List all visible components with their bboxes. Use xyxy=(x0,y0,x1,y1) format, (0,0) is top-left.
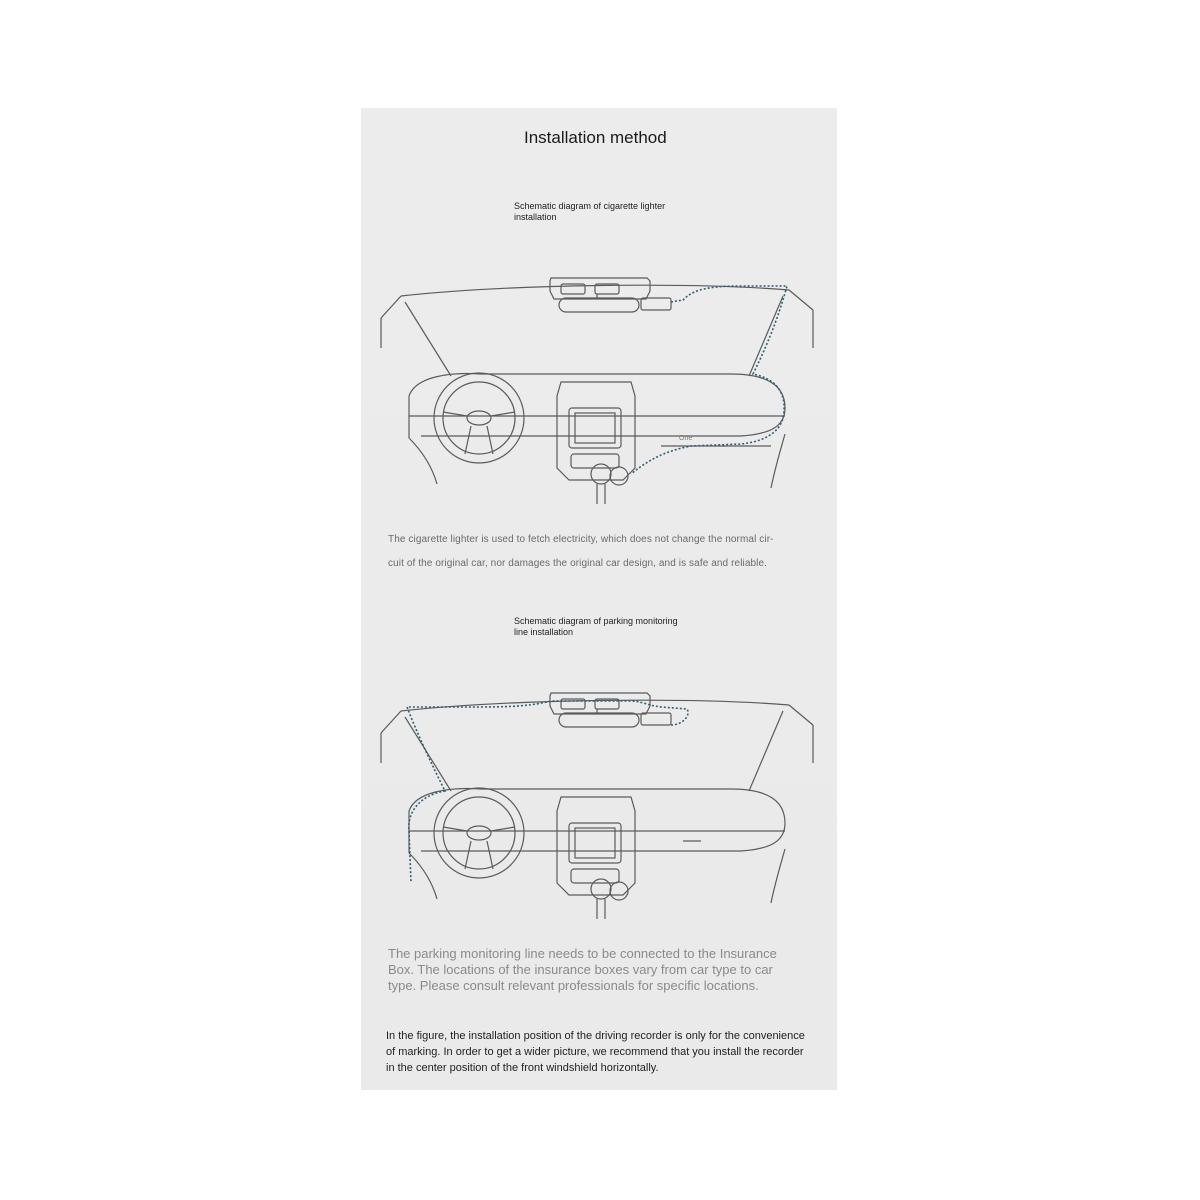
footer-note: In the figure, the installation position of the driving recorder is only for the convenience of marking. In order to get a wider picture, we recommend that you install the recorder in the center position of the front windshield horizontally. xyxy=(386,1030,805,1074)
diagram1-note xyxy=(388,528,818,576)
cigarette-lighter-diagram xyxy=(361,248,837,508)
label-one: One xyxy=(679,435,693,442)
parking-line-route xyxy=(407,701,688,883)
diagram1-caption: Schematic diagram of cigarette lighter installation xyxy=(514,201,666,222)
parking-monitoring-diagram xyxy=(361,663,837,923)
page-title: Installation method xyxy=(524,128,667,147)
diagram1-note-line1: The cigarette lighter is used to fetch electricity, which does not change the normal cir- xyxy=(388,534,774,545)
diagram2-caption: Schematic diagram of parking monitoring line installation xyxy=(514,616,678,637)
diagram1-note-line2: cuit of the original car, nor damages the original car design, and is safe and reliable. xyxy=(388,558,768,569)
instruction-panel xyxy=(361,108,837,1090)
diagram2-note: The parking monitoring line needs to be connected to the Insurance Box. The locations of the insurance boxes vary from car type to car type. Please consult relevant professionals for specific locations. xyxy=(388,946,777,993)
